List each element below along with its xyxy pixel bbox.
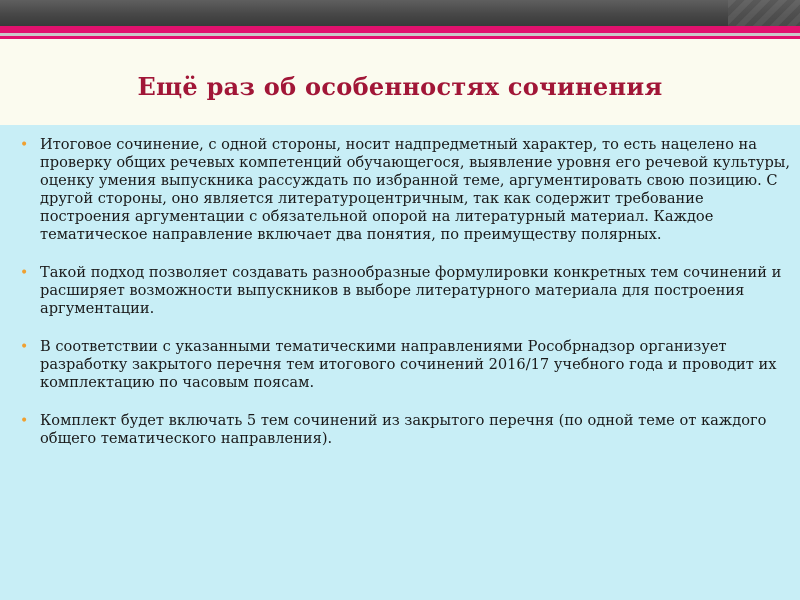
list-item xyxy=(18,264,794,318)
bullet-dot-icon: • xyxy=(20,265,29,281)
list-item xyxy=(18,136,794,244)
slide-header xyxy=(0,39,800,125)
bullet-dot-icon: • xyxy=(20,339,29,355)
list-item xyxy=(18,338,794,392)
list-item-text: В соответствии с указанными тематическими направлениями Рособрнадзор организует разработку закрытого перечня тем итогового сочинений 2016/17 учебного года и проводит их комплектацию по часовым поясам. xyxy=(40,338,777,391)
accent-stripe xyxy=(0,26,800,33)
list-item xyxy=(18,412,794,448)
top-bar-pattern xyxy=(728,0,800,26)
top-bar xyxy=(0,0,800,26)
bullet-dot-icon: • xyxy=(20,137,29,153)
bullet-list xyxy=(18,136,794,468)
bullet-dot-icon: • xyxy=(20,413,29,429)
slide-title: Ещё раз об особенностях сочинения xyxy=(137,72,663,101)
list-item-text: Такой подход позволяет создавать разнообразные формулировки конкретных тем сочинений и расширяет возможности выпускников в выборе литературного материала для построения аргументации. xyxy=(40,264,782,317)
list-item-text: Комплект будет включать 5 тем сочинений из закрытого перечня (по одной теме от каждого общего тематического направления). xyxy=(40,412,767,447)
slide-content xyxy=(0,125,800,600)
list-item-text: Итоговое сочинение, с одной стороны, носит надпредметный характер, то есть нацелено на проверку общих речевых компетенций обучающегося, выявление уровня его речевой культуры, оценку умения выпускника рассуждать по избранной теме, аргументировать свою позицию. С другой стороны, оно является литературоцентричным, так как содержит требование построения аргументации с обязательной опорой на литературный материал. Каждое тематическое направление включает два понятия, по преимуществу полярных. xyxy=(40,136,791,243)
